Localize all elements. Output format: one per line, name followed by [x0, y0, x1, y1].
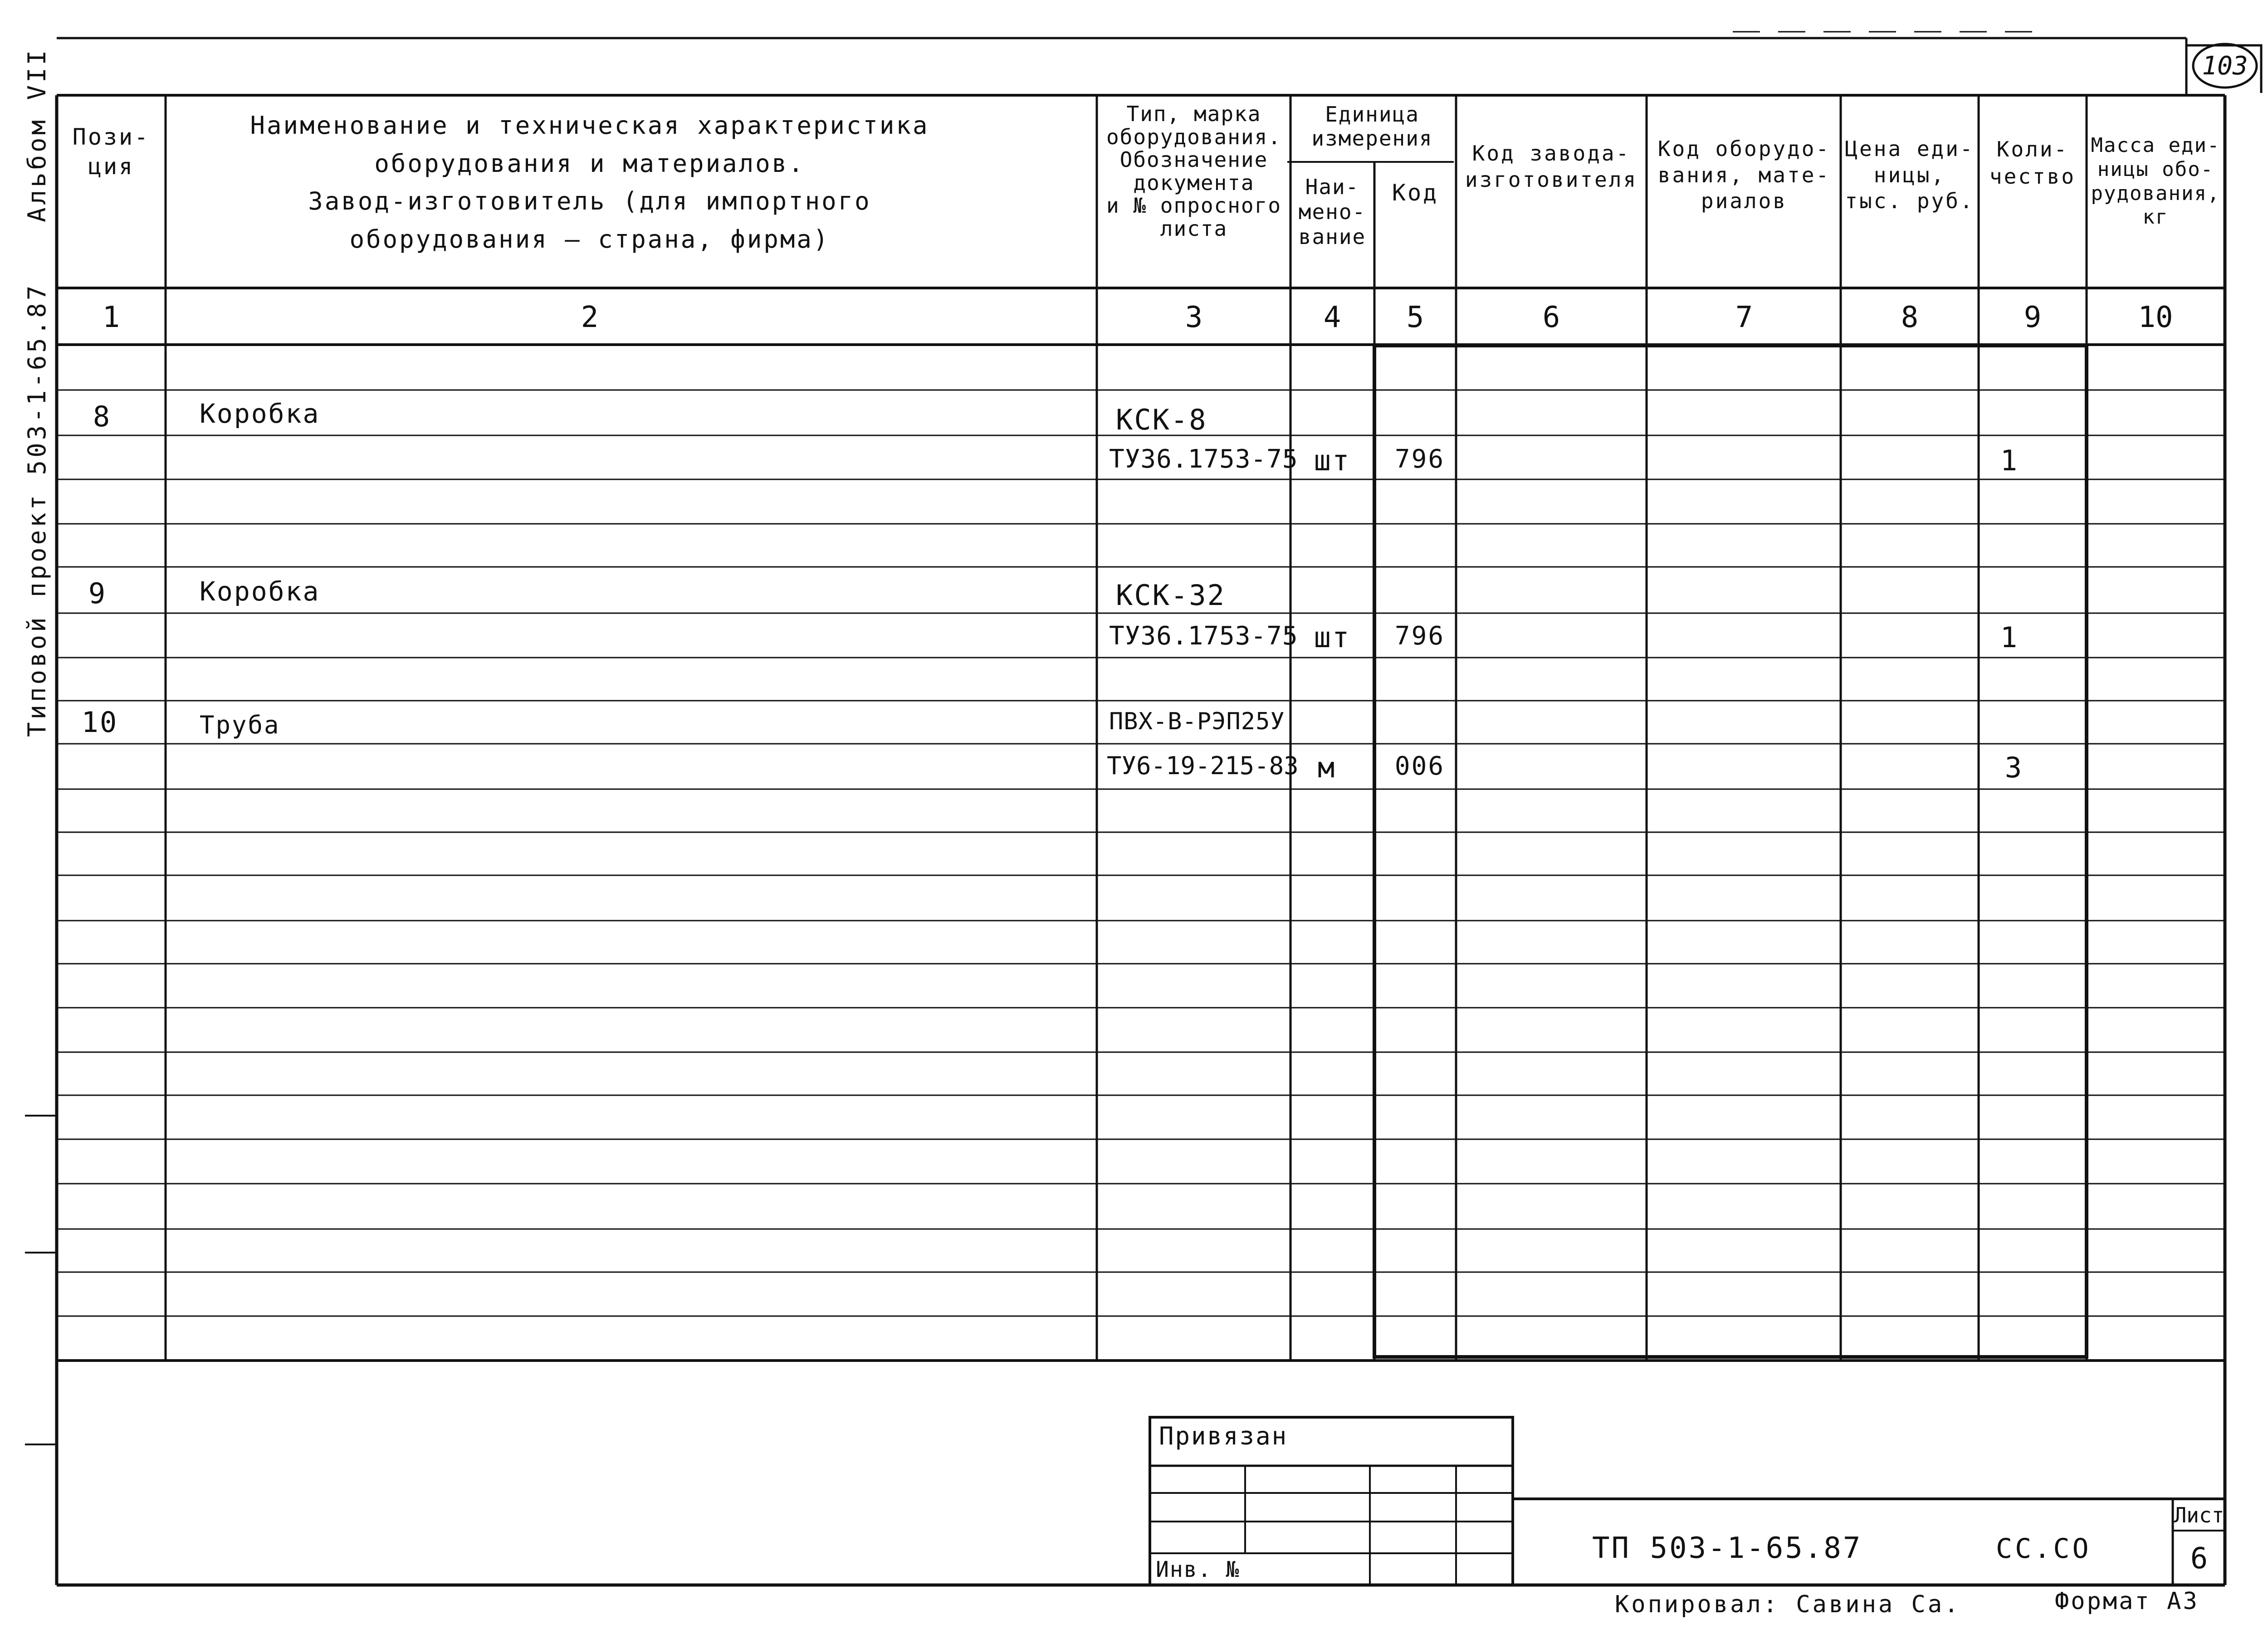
header-factory-code: Код завода- изготовителя: [1465, 141, 1638, 192]
column-number: 8: [1901, 301, 1919, 334]
header-equipment-code: Код оборудо- вания, мате- риалов: [1657, 137, 1831, 213]
column-number: 10: [2138, 301, 2173, 334]
row-type: КСК-8: [1116, 403, 1207, 436]
row-quantity: 1: [2000, 444, 2019, 477]
header-unit-code: Код: [1392, 180, 1439, 206]
header-name: Наименование и техническая характеристика оборудования и материалов. Завод-изготовитель (для импортного оборудования – страна, фирма): [250, 111, 929, 254]
row-position: 9: [88, 577, 107, 610]
row-quantity: 3: [2004, 751, 2024, 784]
column-number: 2: [581, 301, 599, 334]
row-type: КСК-32: [1116, 579, 1226, 612]
row-name: Коробка: [200, 398, 320, 429]
inventory-label: Инв. №: [1156, 1557, 1240, 1582]
project-label: Типовой проект 503-1-65.87: [23, 283, 51, 737]
column-number: 4: [1323, 301, 1341, 334]
row-doc: ТУ36.1753-75: [1109, 444, 1298, 474]
column-number: 3: [1185, 301, 1203, 334]
row-name: Коробка: [200, 576, 320, 607]
row-doc: ТУ6-19-215-83: [1107, 751, 1299, 780]
row-code: 796: [1394, 621, 1445, 651]
header-price: Цена еди- ницы, тыс. руб.: [1845, 137, 1975, 213]
document-code: СС.СО: [1996, 1533, 2092, 1565]
header-unit-name: Наи- мено- вание: [1298, 175, 1366, 249]
column-number: 9: [2024, 301, 2042, 334]
header-type: Тип, марка оборудования. Обозначение документа и № опросного листа: [1106, 102, 1282, 241]
row-unit: шт: [1314, 444, 1351, 477]
sheet-label: Лист: [2174, 1503, 2224, 1527]
column-number: 7: [1735, 301, 1753, 334]
header-unit-group: Единица измерения: [1311, 102, 1433, 151]
row-quantity: 1: [2000, 621, 2019, 654]
page-number: 103: [2202, 51, 2248, 81]
sheet-number: 6: [2190, 1542, 2208, 1575]
column-number: 5: [1406, 301, 1424, 334]
copied-by: Копировал: Савина Са.: [1615, 1591, 1961, 1618]
row-code: 796: [1394, 444, 1445, 474]
row-unit: м: [1317, 751, 1336, 784]
row-name: Труба: [200, 711, 280, 739]
row-position: 8: [93, 400, 112, 433]
header-position: Пози- ция: [72, 124, 150, 180]
header-mass: Масса еди- ницы обо- рудования, кг: [2091, 134, 2220, 229]
row-position: 10: [81, 706, 118, 739]
row-code: 006: [1394, 751, 1445, 781]
row-doc: ТУ36.1753-75: [1109, 621, 1298, 651]
album-label: Альбом VII: [23, 47, 51, 222]
column-number: 6: [1542, 301, 1560, 334]
row-unit: шт: [1314, 621, 1351, 654]
row-type: ПВХ-В-РЭП25У: [1109, 708, 1285, 735]
header-quantity: Коли- чество: [1989, 137, 2076, 189]
column-number: 1: [102, 301, 120, 334]
privyazan-label: Привязан: [1159, 1422, 1288, 1450]
paper-format: Формат А3: [2055, 1588, 2199, 1615]
document-designation: ТП 503-1-65.87: [1592, 1532, 1862, 1565]
